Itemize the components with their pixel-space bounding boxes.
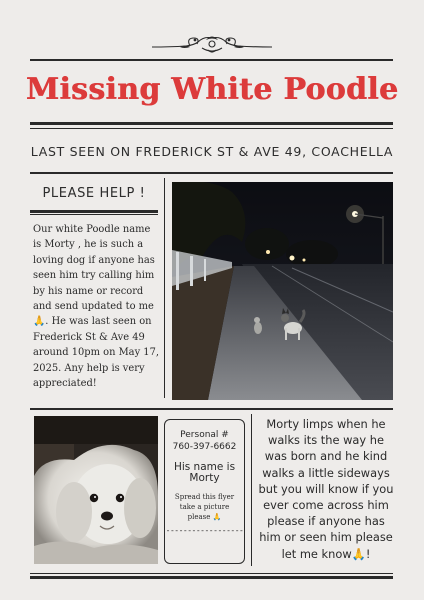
subtitle-rule (30, 172, 393, 174)
dog-photo (34, 416, 158, 564)
top-rule (30, 59, 393, 61)
last-seen-location: LAST SEEN ON FREDERICK ST & AVE 49, COACHELLA (30, 144, 394, 159)
title-rule-thick (30, 122, 393, 125)
help-rule-thick (30, 210, 158, 213)
personal-number-label: Personal # (180, 430, 229, 440)
flyer-title: Missing White Poodle (25, 72, 399, 107)
title-rule-thin (30, 128, 393, 129)
column-divider-upper (164, 178, 165, 398)
share-line-2: take a picture (179, 503, 230, 511)
street-photo (172, 182, 393, 400)
column-divider-lower (251, 414, 252, 566)
bottom-rule-thin (30, 573, 393, 574)
help-body: Our white Poodle name is Morty , he is such a loving dog if anyone has seen him try calling him by his name or record and send updated to me 🙏. He was last seen on Frederick St & Ave 49 around 10pm on May 17, 2025. Any help is very appreciated! (33, 224, 159, 390)
bottom-rule-thick (30, 576, 393, 579)
dog-name: Morty (189, 472, 220, 484)
help-rule-thin (30, 214, 158, 215)
share-line-1: Spread this flyer (174, 493, 235, 501)
limp-description: Morty limps when he walks its the way he was born and he kind walks a little sideways but you will know if you ever come across him please if anyone has him or seen him please let me know🙏! (258, 417, 394, 561)
help-heading: PLEASE HELP ! (42, 186, 146, 201)
phone-number: 760-397-6662 (172, 442, 237, 452)
ornament-flourish (150, 34, 274, 56)
dog-name-intro: His name is (173, 461, 236, 473)
contact-card (164, 419, 245, 564)
card-divider: ------------------ (165, 526, 244, 535)
share-line-3: please 🙏 (187, 513, 222, 521)
middle-rule (30, 408, 393, 410)
